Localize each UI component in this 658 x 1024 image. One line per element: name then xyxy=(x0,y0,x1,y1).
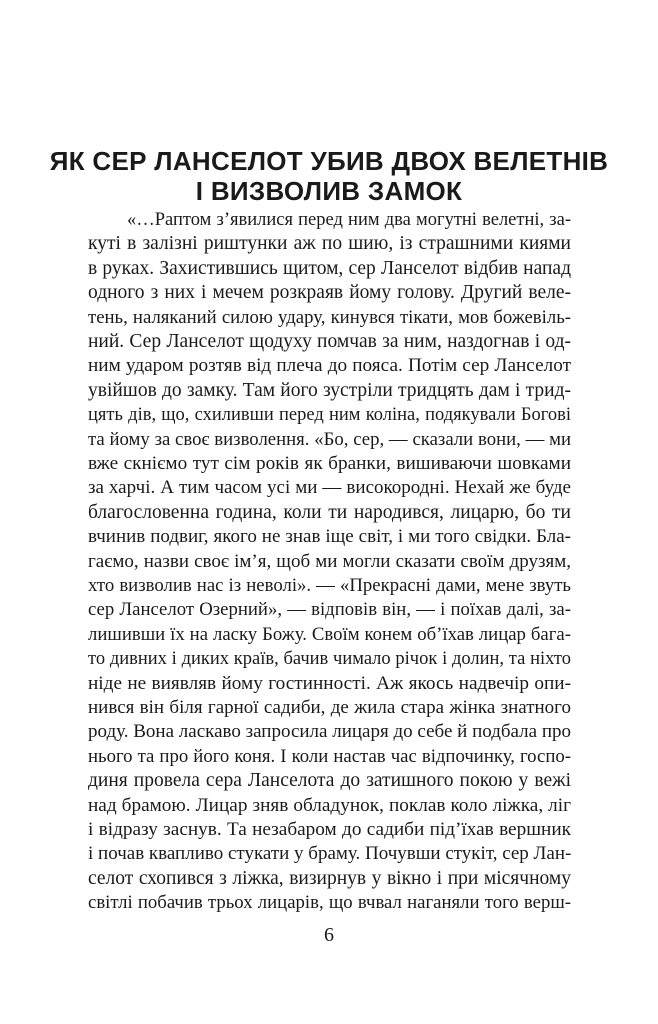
body-line: куті в залізні риштунки аж по шию, із страшними киями xyxy=(88,233,571,255)
body-line: ним ударом розтяв від плеча до пояса. Потім сер Ланселот xyxy=(88,355,571,377)
body-line: одного з них і мечем розкраяв йому голову. Другий веле- xyxy=(88,282,571,304)
body-line: нився він біля гарної садиби, де жила стара жінка знатного xyxy=(88,697,571,718)
body-line: «…Раптом з’явилися перед ним два могутні велетні, за- xyxy=(127,210,571,230)
body-line: ніде не виявляв йому гостинності. Аж якось надвечір опи- xyxy=(88,672,571,694)
chapter-title-line-2: І ВИЗВОЛИВ ЗАМОК xyxy=(195,176,463,206)
body-line: нього та про його коня. І коли настав час відпочинку, госпо- xyxy=(88,745,571,767)
chapter-title-line-1: ЯК СЕР ЛАНСЕЛОТ УБИВ ДВОХ ВЕЛЕТНІВ xyxy=(49,146,609,176)
body-line: над брамою. Лицар зняв обладунок, поклав коло ліжка, ліг xyxy=(88,794,571,816)
page-number: 6 xyxy=(324,924,334,946)
body-line: сер Ланселот Озерний», — відповів він, — і поїхав далі, за- xyxy=(88,599,571,621)
body-line: в руках. Захистившись щитом, сер Ланселот відбив напад xyxy=(88,257,571,279)
body-line: благословенна година, коли ти народився, лицарю, бо ти xyxy=(88,501,571,523)
body-line: хто визволив нас із неволі». — «Прекрасні дами, мене звуть xyxy=(88,575,571,596)
body-line: вчинив подвиг, якого не знав іще світ, і ми того свідки. Бла- xyxy=(88,526,571,548)
body-line: увійшов до замку. Там його зустріли тридцять дам і трид- xyxy=(88,379,571,401)
body-line: і почав квапливо стукати у браму. Почувши стукіт, сер Лан- xyxy=(88,843,572,865)
body-line: гаємо, назви своє ім’я, щоб ми могли сказати своїм друзям, xyxy=(88,550,571,572)
body-line: роду. Вона ласкаво запросила лицаря до себе й подбала про xyxy=(88,721,571,743)
body-line: диня провела сера Ланселота до затишного покою у вежі xyxy=(88,770,571,792)
body-line: селот схопився з ліжка, визирнув у вікно і при місячному xyxy=(88,867,571,889)
body-line: за харчі. А тим часом усі ми — високородні. Нехай же буде xyxy=(88,477,571,499)
body-line: та йому за своє визволення. «Бо, сер, — сказали вони, — ми xyxy=(88,428,571,450)
body-line: світлі побачив трьох лицарів, що вчвал наганяли того верш- xyxy=(88,892,571,914)
body-line: вже скніємо тут сім років як бранки, вишиваючи шовками xyxy=(88,453,571,474)
body-line: тень, наляканий силою удару, кинувся тікати, мов божевіль- xyxy=(88,306,571,328)
body-line: то дивних і диких країв, бачив чимало річок і долин, та ніхто xyxy=(88,649,571,670)
body-line: і відразу заснув. Та незабаром до садиби під’їхав вершник xyxy=(88,819,571,840)
body-line: ний. Сер Ланселот щодуху помчав за ним, наздогнав і од- xyxy=(88,331,571,352)
body-line: цять дів, що, схиливши перед ним коліна, подякували Богові xyxy=(88,405,571,426)
body-line: лишивши їх на ласку Божу. Своїм конем об’їхав лицар бага- xyxy=(88,623,571,645)
